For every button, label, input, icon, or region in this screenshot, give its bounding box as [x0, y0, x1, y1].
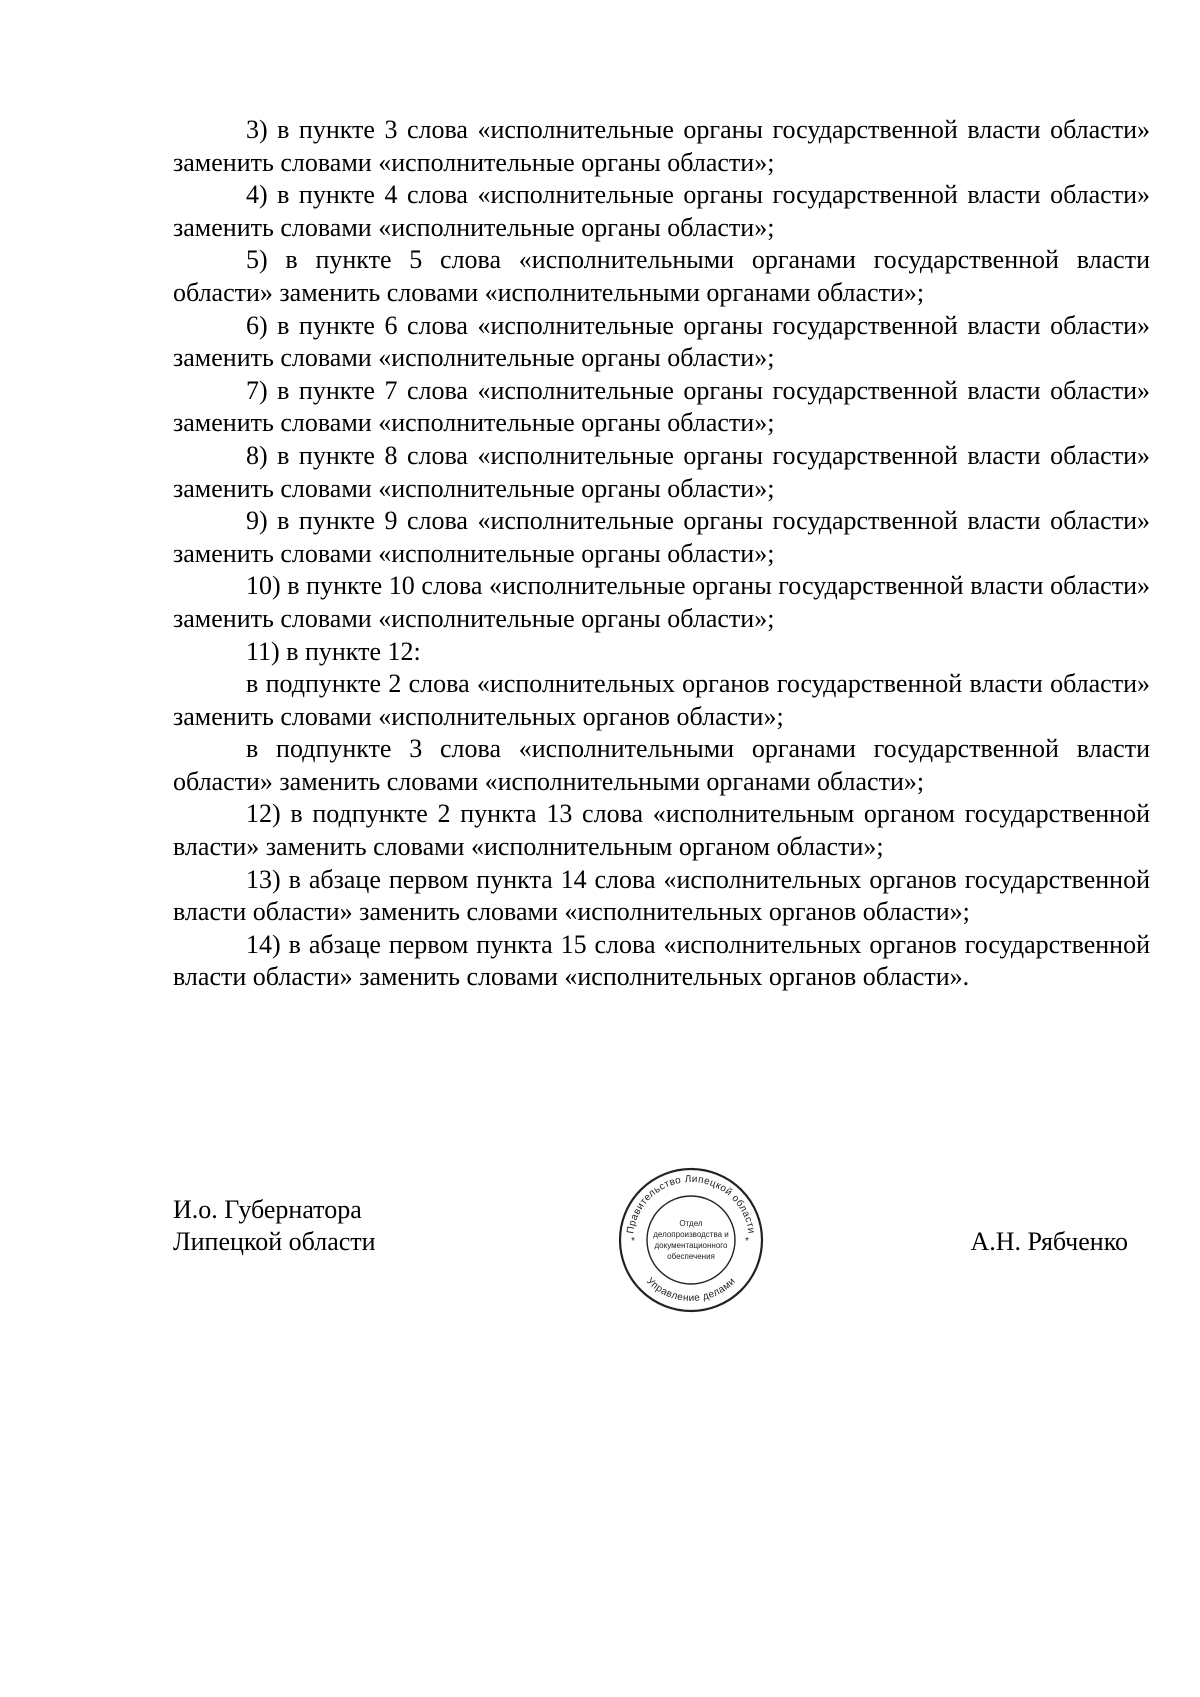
amendment-item-4: 4) в пункте 4 слова «исполнительные органы государственной власти области» заменить словами «исполнительные органы области»;	[173, 180, 1150, 242]
seal-center-line3: документационного	[654, 1241, 728, 1250]
amendment-item-10: 10) в пункте 10 слова «исполнительные органы государственной власти области» заменить словами «исполнительные органы области»;	[173, 571, 1150, 633]
seal-ring-bottom-text: Управление делами	[644, 1275, 738, 1305]
amendment-item-13: 13) в абзаце первом пункта 14 слова «исполнительных органов государственной власти области» заменить словами «исполнительных органов области»;	[173, 864, 1150, 927]
signatory-title-line1: И.о. Губернатора	[173, 1195, 362, 1224]
amendment-subitem-11-1: в подпункте 2 слова «исполнительных органов государственной власти области» заменить словами «исполнительных органов области»;	[173, 669, 1150, 731]
signatory-title-line2: Липецкой области	[173, 1227, 376, 1256]
amendment-item-6: 6) в пункте 6 слова «исполнительные органы государственной власти области» заменить словами «исполнительные органы области»;	[173, 310, 1150, 373]
seal-ring-top-text: Правительство Липецкой области	[625, 1173, 757, 1235]
seal-center-line1: Отдел	[679, 1219, 703, 1228]
seal-star-left: *	[631, 1236, 636, 1247]
amendment-item-5: 5) в пункте 5 слова «исполнительными органами государственной власти области» заменить словами «исполнительными органами области»;	[173, 245, 1150, 307]
amendment-item-12: 12) в подпункте 2 пункта 13 слова «исполнительным органом государственной власти» заменить словами «исполнительным органом области»;	[173, 799, 1150, 862]
seal-outer-ring	[620, 1169, 762, 1311]
amendment-item-11: 11) в пункте 12:	[246, 636, 421, 666]
signatory-name: А.Н. Рябченко	[970, 1227, 1128, 1256]
amendment-item-3: 3) в пункте 3 слова «исполнительные органы государственной власти области» заменить словами «исполнительные органы области»;	[173, 115, 1150, 177]
official-seal	[617, 1166, 765, 1314]
seal-inner-ring	[647, 1196, 735, 1284]
document-body	[173, 114, 1150, 994]
seal-center-line4: обеспечения	[667, 1252, 715, 1261]
signatory-title	[173, 1194, 376, 1258]
seal-graphic	[617, 1166, 765, 1314]
amendment-subitem-11-2: в подпункте 3 слова «исполнительными органами государственной власти области» заменить словами «исполнительными органами области»;	[173, 734, 1150, 796]
amendment-item-14: 14) в абзаце первом пункта 15 слова «исполнительных органов государственной власти области» заменить словами «исполнительных органов области».	[173, 929, 1150, 992]
amendment-item-7: 7) в пункте 7 слова «исполнительные органы государственной власти области» заменить словами «исполнительные органы области»;	[173, 375, 1150, 438]
amendment-item-9: 9) в пункте 9 слова «исполнительные органы государственной власти области» заменить словами «исполнительные органы области»;	[173, 506, 1150, 568]
seal-center-line2: делопроизводства и	[653, 1230, 729, 1239]
seal-star-right: *	[745, 1236, 750, 1247]
amendment-item-8: 8) в пункте 8 слова «исполнительные органы государственной власти области» заменить словами «исполнительные органы области»;	[173, 440, 1150, 503]
